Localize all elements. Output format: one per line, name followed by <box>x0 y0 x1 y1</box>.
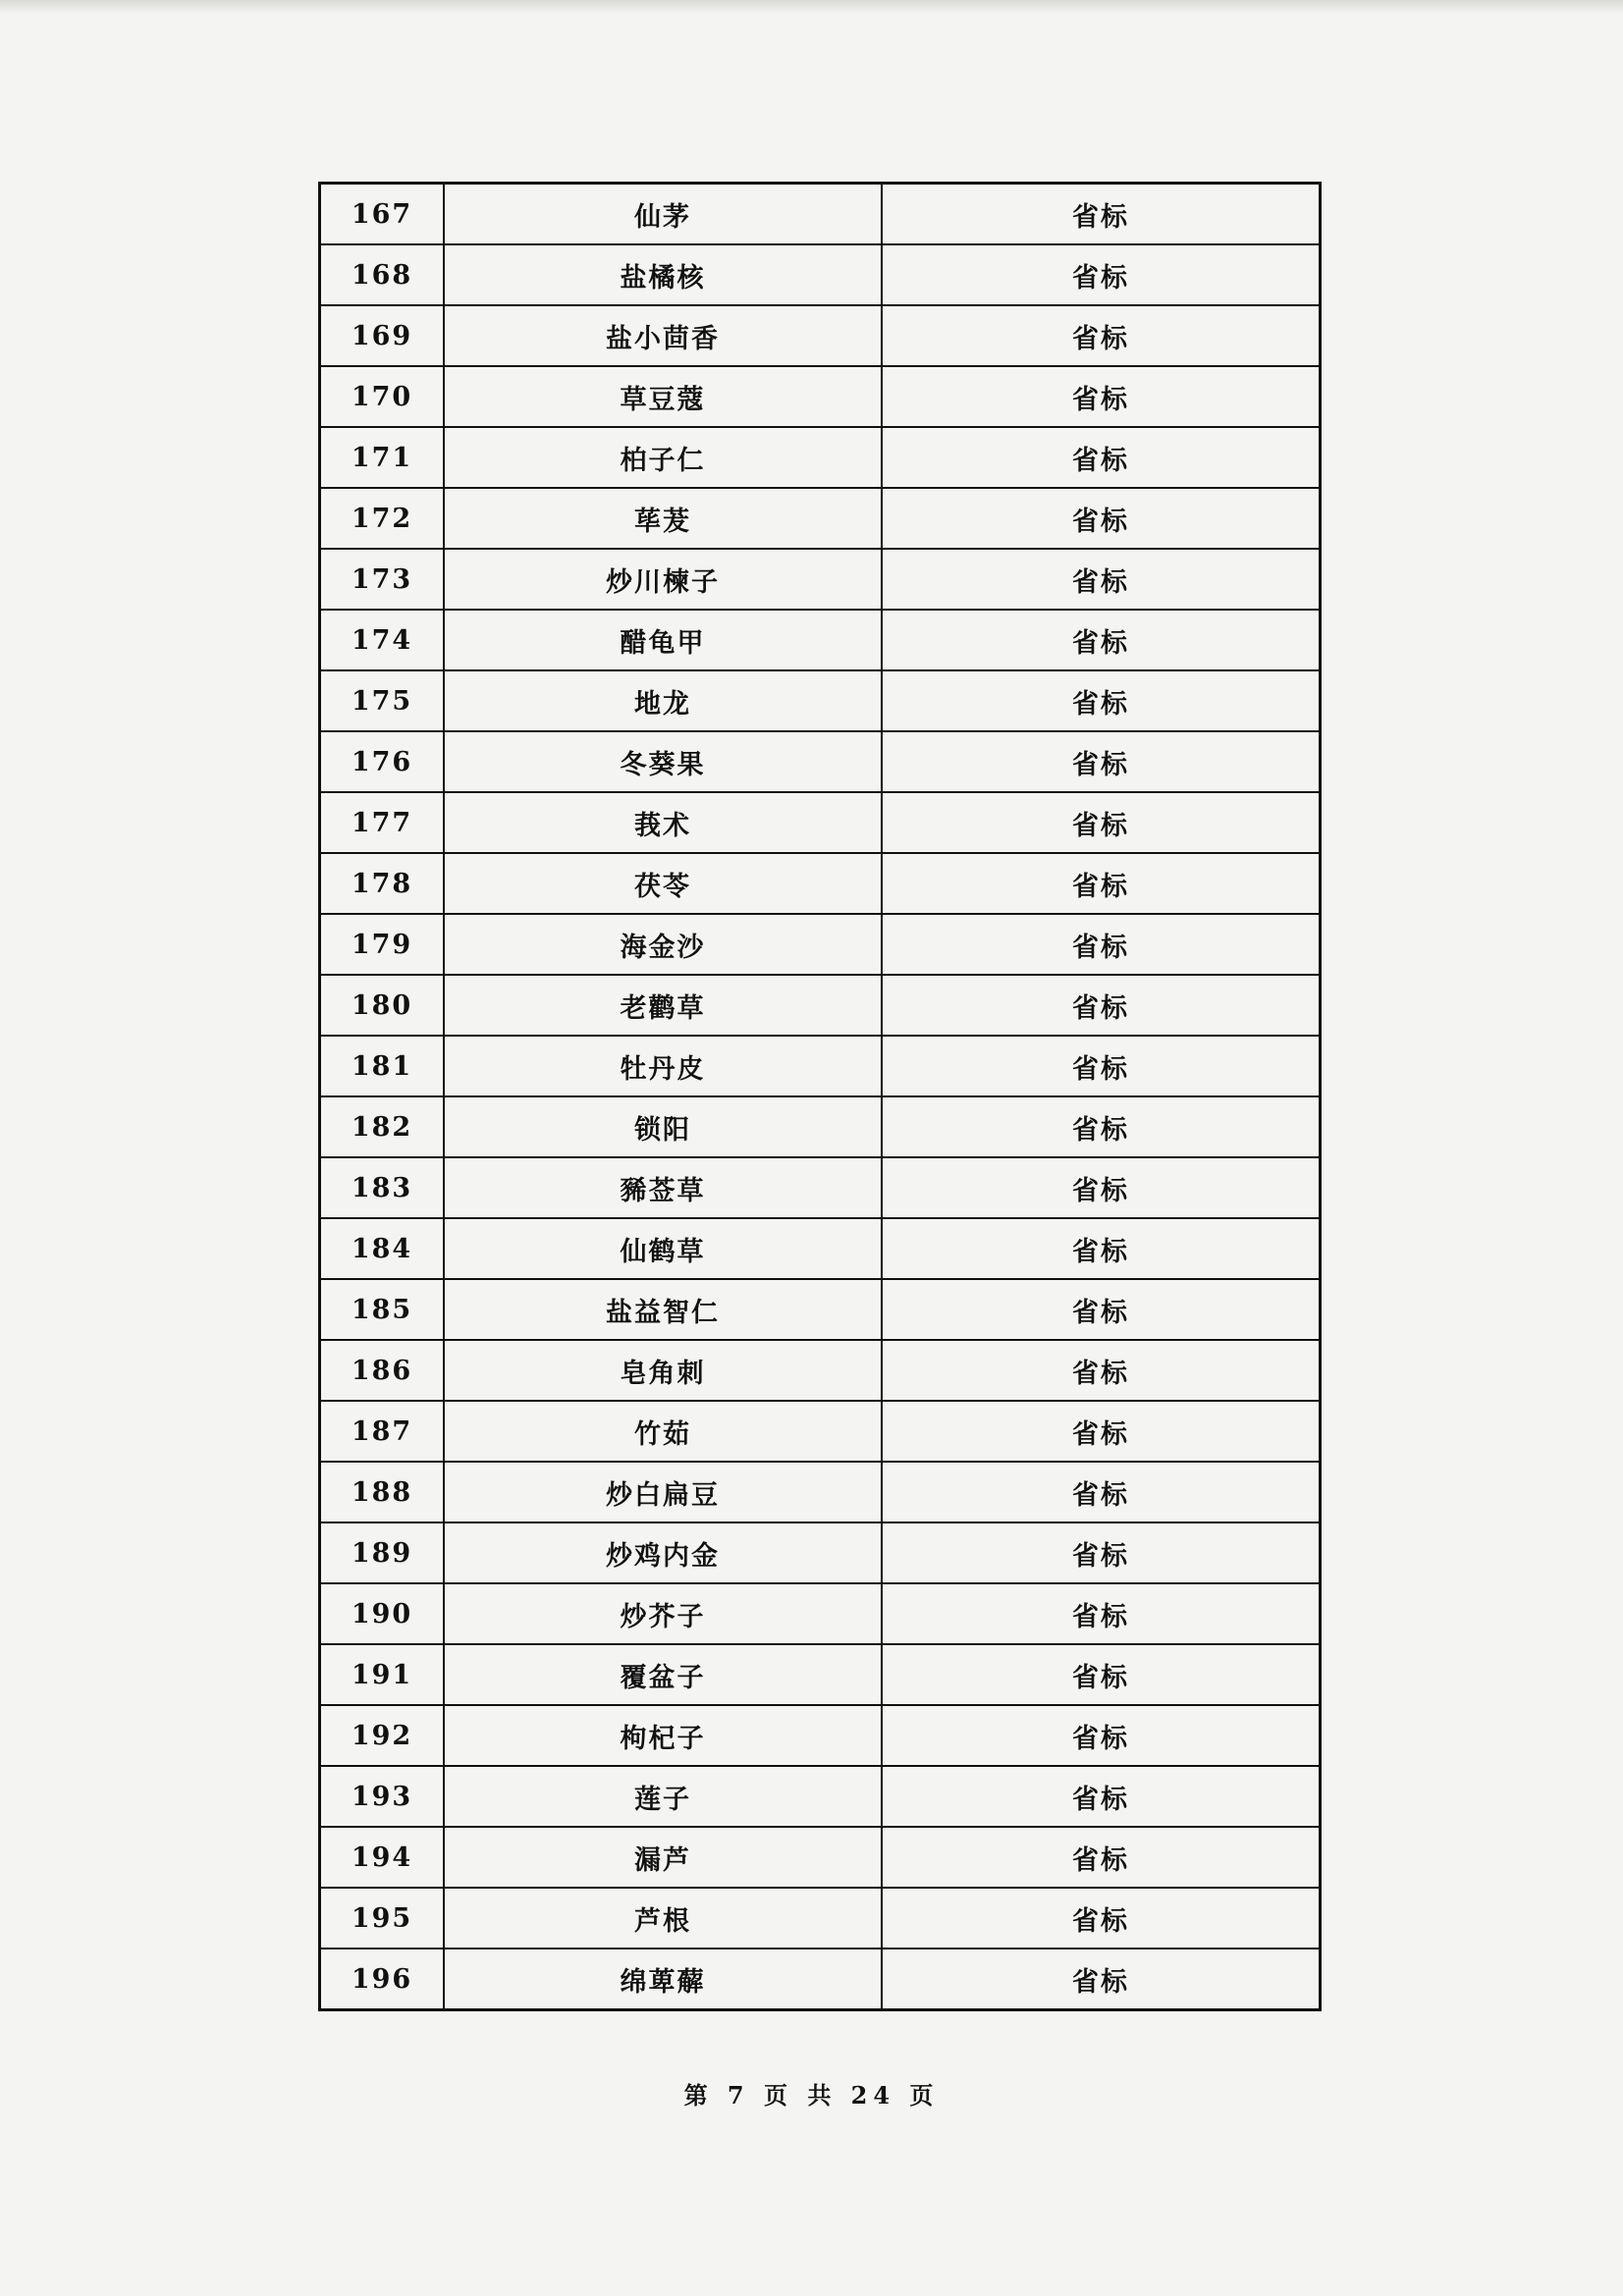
standard-type: 省标 <box>882 305 1321 366</box>
table-row <box>320 1218 1321 1279</box>
table-row <box>320 1705 1321 1766</box>
row-number: 191 <box>320 1644 445 1705</box>
drug-name: 炒鸡内金 <box>444 1522 882 1583</box>
standard-type: 省标 <box>882 1705 1321 1766</box>
drug-name: 绵萆薢 <box>444 1949 882 2010</box>
table-row <box>320 1157 1321 1218</box>
row-number: 169 <box>320 305 445 366</box>
row-number: 185 <box>320 1279 445 1340</box>
row-number: 170 <box>320 366 445 427</box>
drug-name: 炒川楝子 <box>444 549 882 610</box>
standard-type: 省标 <box>882 1766 1321 1827</box>
standard-type: 省标 <box>882 1340 1321 1401</box>
drug-name: 漏芦 <box>444 1827 882 1888</box>
table-row <box>320 1949 1321 2010</box>
standard-type: 省标 <box>882 1522 1321 1583</box>
table-row <box>320 792 1321 853</box>
standard-type: 省标 <box>882 731 1321 792</box>
row-number: 167 <box>320 184 445 245</box>
standard-type: 省标 <box>882 244 1321 305</box>
table-row <box>320 914 1321 975</box>
table-row <box>320 1522 1321 1583</box>
standard-type: 省标 <box>882 1827 1321 1888</box>
table-row <box>320 366 1321 427</box>
drug-name: 皂角刺 <box>444 1340 882 1401</box>
drug-name: 草豆蔻 <box>444 366 882 427</box>
standard-type: 省标 <box>882 853 1321 914</box>
drug-name: 荜茇 <box>444 488 882 549</box>
drug-name: 豨莶草 <box>444 1157 882 1218</box>
table-row <box>320 1766 1321 1827</box>
table-row <box>320 1462 1321 1522</box>
table-row <box>320 1827 1321 1888</box>
standard-type: 省标 <box>882 1583 1321 1644</box>
standard-type: 省标 <box>882 184 1321 245</box>
standard-type: 省标 <box>882 670 1321 731</box>
drug-name: 地龙 <box>444 670 882 731</box>
row-number: 188 <box>320 1462 445 1522</box>
drug-name: 盐小茴香 <box>444 305 882 366</box>
row-number: 183 <box>320 1157 445 1218</box>
scan-top-edge <box>0 0 1623 14</box>
table-row <box>320 184 1321 245</box>
standard-type: 省标 <box>882 1096 1321 1157</box>
table-row <box>320 305 1321 366</box>
page-footer: 第 7 页 共 24 页 <box>683 2081 940 2109</box>
standard-type: 省标 <box>882 549 1321 610</box>
row-number: 193 <box>320 1766 445 1827</box>
table-row <box>320 975 1321 1036</box>
table-row <box>320 488 1321 549</box>
table-row <box>320 1644 1321 1705</box>
row-number: 173 <box>320 549 445 610</box>
row-number: 190 <box>320 1583 445 1644</box>
drug-name: 枸杞子 <box>444 1705 882 1766</box>
row-number: 168 <box>320 244 445 305</box>
standard-type: 省标 <box>882 975 1321 1036</box>
standard-type: 省标 <box>882 792 1321 853</box>
standard-type: 省标 <box>882 1218 1321 1279</box>
row-number: 184 <box>320 1218 445 1279</box>
row-number: 187 <box>320 1401 445 1462</box>
drug-name: 老鹳草 <box>444 975 882 1036</box>
standard-type: 省标 <box>882 1888 1321 1949</box>
drug-table-container <box>318 182 1312 2011</box>
drug-name: 莪术 <box>444 792 882 853</box>
drug-name: 盐橘核 <box>444 244 882 305</box>
row-number: 180 <box>320 975 445 1036</box>
table-row <box>320 244 1321 305</box>
drug-name: 牡丹皮 <box>444 1036 882 1096</box>
standard-type: 省标 <box>882 1036 1321 1096</box>
table-row <box>320 549 1321 610</box>
drug-name: 冬葵果 <box>444 731 882 792</box>
table-row <box>320 427 1321 488</box>
row-number: 195 <box>320 1888 445 1949</box>
row-number: 177 <box>320 792 445 853</box>
row-number: 194 <box>320 1827 445 1888</box>
standard-type: 省标 <box>882 1279 1321 1340</box>
drug-name: 芦根 <box>444 1888 882 1949</box>
row-number: 181 <box>320 1036 445 1096</box>
drug-name: 炒白扁豆 <box>444 1462 882 1522</box>
standard-type: 省标 <box>882 1949 1321 2010</box>
row-number: 179 <box>320 914 445 975</box>
row-number: 176 <box>320 731 445 792</box>
standard-type: 省标 <box>882 1644 1321 1705</box>
table-row <box>320 610 1321 670</box>
row-number: 186 <box>320 1340 445 1401</box>
row-number: 192 <box>320 1705 445 1766</box>
standard-type: 省标 <box>882 1462 1321 1522</box>
drug-name: 仙茅 <box>444 184 882 245</box>
table-row <box>320 1583 1321 1644</box>
table-row <box>320 1036 1321 1096</box>
drug-name: 锁阳 <box>444 1096 882 1157</box>
standard-type: 省标 <box>882 610 1321 670</box>
drug-name: 海金沙 <box>444 914 882 975</box>
table-row <box>320 1888 1321 1949</box>
standard-type: 省标 <box>882 488 1321 549</box>
row-number: 178 <box>320 853 445 914</box>
drug-name: 仙鹤草 <box>444 1218 882 1279</box>
drug-name: 柏子仁 <box>444 427 882 488</box>
drug-name: 莲子 <box>444 1766 882 1827</box>
drug-name: 茯苓 <box>444 853 882 914</box>
row-number: 196 <box>320 1949 445 2010</box>
drug-name: 竹茹 <box>444 1401 882 1462</box>
standard-type: 省标 <box>882 366 1321 427</box>
drug-name: 炒芥子 <box>444 1583 882 1644</box>
table-row <box>320 1340 1321 1401</box>
row-number: 182 <box>320 1096 445 1157</box>
table-body <box>320 184 1321 2010</box>
table-row <box>320 1401 1321 1462</box>
table-row <box>320 731 1321 792</box>
drug-name: 盐益智仁 <box>444 1279 882 1340</box>
row-number: 171 <box>320 427 445 488</box>
row-number: 175 <box>320 670 445 731</box>
row-number: 174 <box>320 610 445 670</box>
table-row <box>320 853 1321 914</box>
table-row <box>320 1096 1321 1157</box>
standard-type: 省标 <box>882 427 1321 488</box>
drug-list-table <box>318 182 1322 2011</box>
standard-type: 省标 <box>882 914 1321 975</box>
standard-type: 省标 <box>882 1401 1321 1462</box>
drug-name: 覆盆子 <box>444 1644 882 1705</box>
standard-type: 省标 <box>882 1157 1321 1218</box>
table-row <box>320 670 1321 731</box>
table-row <box>320 1279 1321 1340</box>
drug-name: 醋龟甲 <box>444 610 882 670</box>
row-number: 172 <box>320 488 445 549</box>
row-number: 189 <box>320 1522 445 1583</box>
